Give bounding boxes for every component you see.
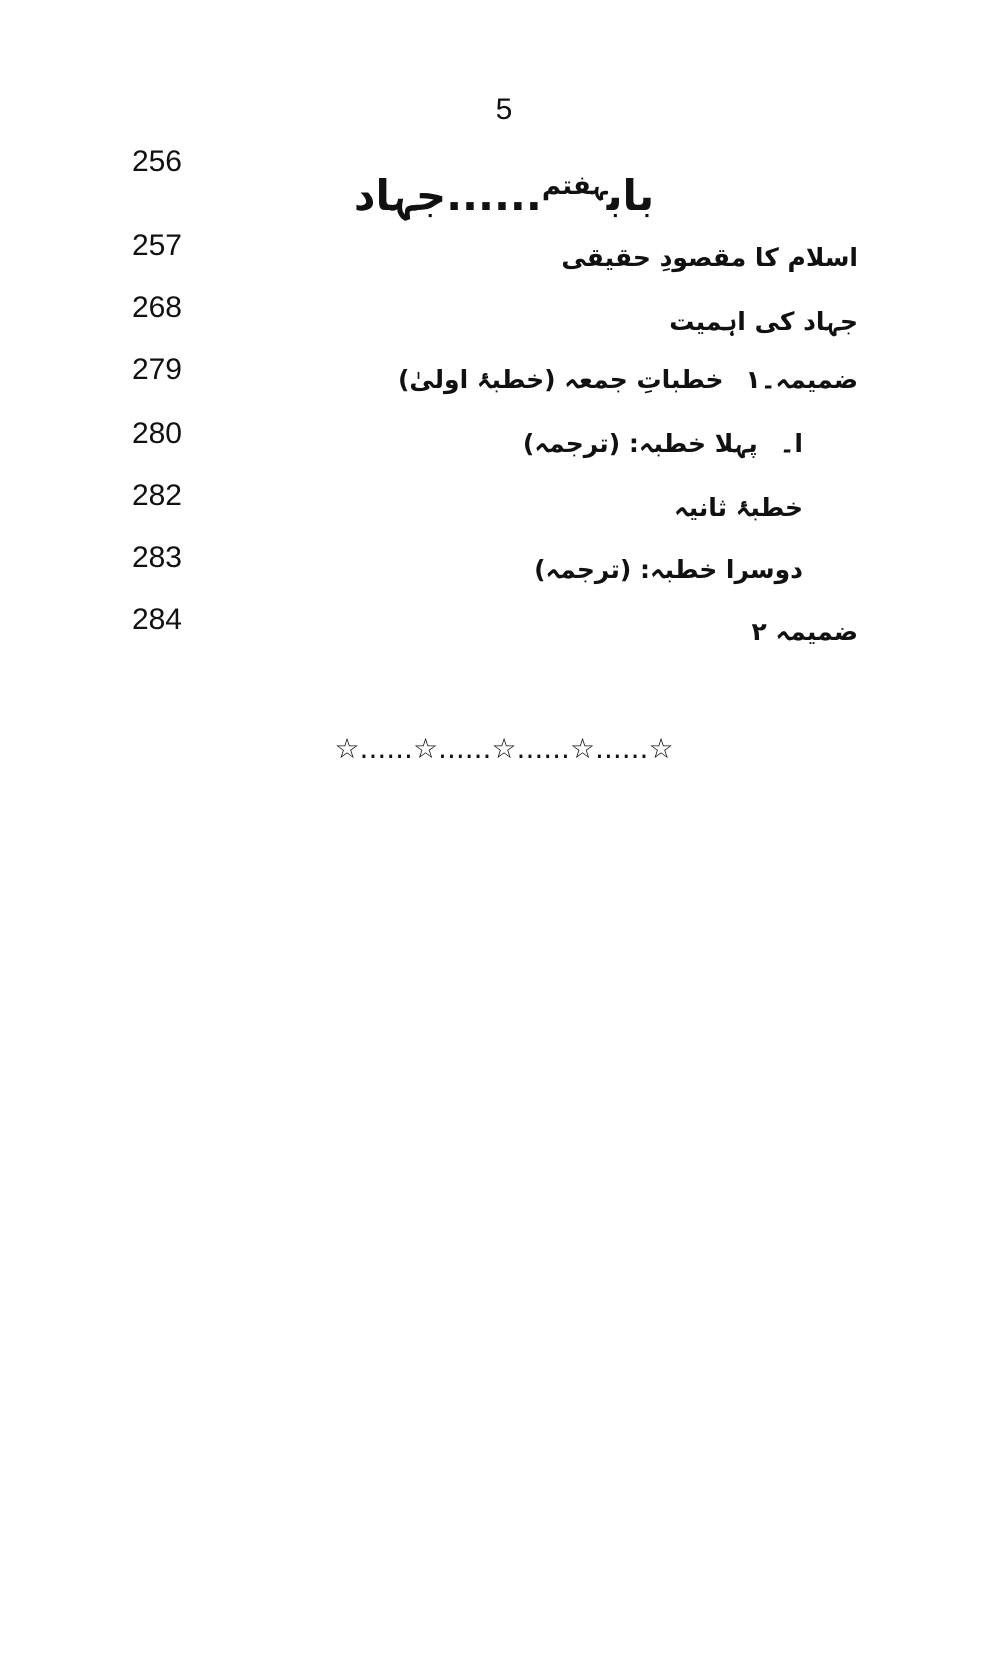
chapter-ordinal: ہفتم bbox=[541, 171, 607, 201]
chapter-page-number: 256 bbox=[131, 145, 182, 178]
toc-page-number: 279 bbox=[131, 353, 182, 386]
toc-entry-title: پہلا خطبہ: (ترجمہ) bbox=[522, 429, 758, 458]
toc-page-number: 268 bbox=[131, 291, 182, 324]
toc-page-number: 283 bbox=[131, 541, 182, 574]
toc-page-number: 257 bbox=[131, 229, 182, 262]
chapter-title bbox=[0, 156, 1008, 226]
chapter-name: جہاد bbox=[353, 171, 447, 220]
toc-entry-title: خطبۂ ثانیہ bbox=[674, 493, 803, 522]
toc-entry-title: اسلام کا مقصودِ حقیقی bbox=[561, 243, 858, 272]
toc-page-number: 284 bbox=[131, 603, 182, 636]
toc-entry-title: ضمیمہ ۲ bbox=[751, 617, 858, 646]
chapter-word-bab: باب bbox=[606, 171, 655, 220]
star-ornament-divider: ☆......☆......☆......☆......☆ bbox=[334, 732, 674, 765]
toc-entry bbox=[523, 422, 803, 466]
toc-entry-label: ضمیمہ۔۱ bbox=[745, 365, 858, 394]
toc-page-number: 280 bbox=[131, 417, 182, 450]
toc-entry-title: خطباتِ جمعہ (خطبۂ اولیٰ) bbox=[397, 365, 724, 394]
toc-entry bbox=[398, 358, 858, 402]
toc-entry-title: دوسرا خطبہ: (ترجمہ) bbox=[534, 555, 803, 584]
toc-entry-label: ا۔ bbox=[779, 429, 803, 458]
toc-entry-title: جہاد کی اہمیت bbox=[669, 307, 858, 336]
page-number: 5 bbox=[495, 93, 513, 126]
chapter-separator: ...... bbox=[446, 171, 542, 220]
toc-page-number: 282 bbox=[131, 479, 182, 512]
